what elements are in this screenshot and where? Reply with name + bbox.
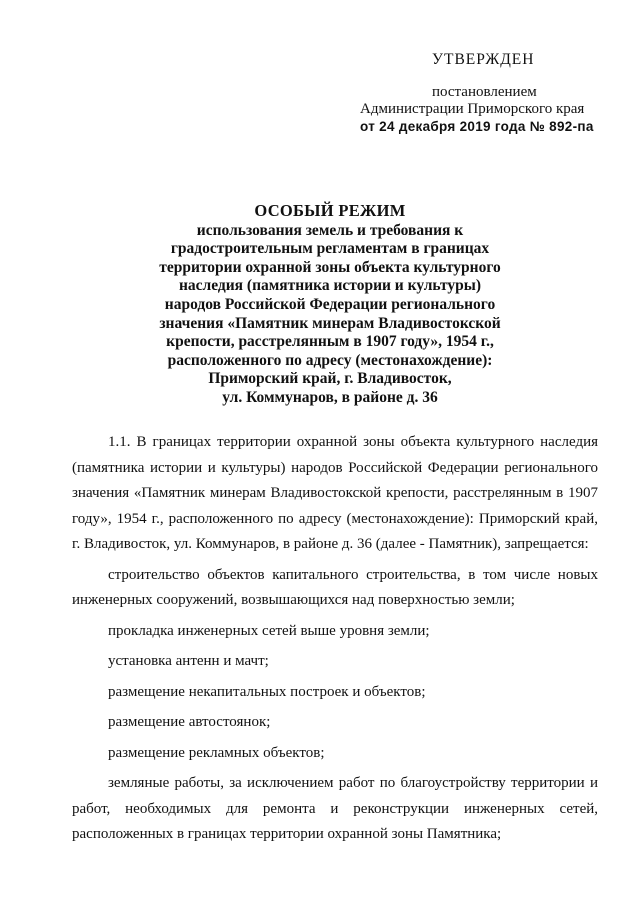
title-main: ОСОБЫЙ РЕЖИМ [254, 201, 406, 220]
prohibition-item: земляные работы, за исключением работ по благоустройству территории и работ, необходимых для ремонта и реконструкции инженерных сетей, расположенных в границах территории охранной зоны Памятника; [72, 775, 598, 842]
title-line: значения «Памятник минерам Владивостокской [159, 314, 501, 332]
title-line: крепости, расстрелянным в 1907 году», 1954 г., [166, 333, 494, 351]
prohibition-item: строительство объектов капитального строительства, в том числе новых инженерных сооружений, возвышающихся над поверхностью земли; [72, 566, 598, 608]
approval-resolution-label: постановлением [432, 84, 537, 100]
title-line: территории охранной зоны объекта культурного [159, 258, 501, 276]
prohibition-item: установка антенн и мачт; [108, 653, 269, 669]
approval-date-number: от 24 декабря 2019 года № 892-па [360, 119, 594, 134]
paragraph-1-1: 1.1. В границах территории охранной зоны объекта культурного наследия (памятника истории и культуры) народов Российской Федерации регионального значения «Памятник минерам Владивостокской крепости, расстрелянным в 1907 году», 1954 г., расположенного по адресу (местонахождение): Приморский край, г. Владивосток, ул. Коммунаров, в районе д. 36 (далее - Памятник), запрещается: [72, 434, 598, 552]
title-line: наследия (памятника истории и культуры) [178, 277, 482, 295]
title-line: ул. Коммунаров, в районе д. 36 [222, 388, 438, 406]
title-line: народов Российской Федерации регионального [164, 295, 496, 313]
title-line: Приморский край, г. Владивосток, [208, 370, 452, 388]
approval-heading: УТВЕРЖДЕН [432, 51, 535, 68]
prohibition-item: размещение рекламных объектов; [108, 744, 325, 761]
document-body [72, 430, 598, 848]
prohibition-item: размещение автостоянок; [108, 714, 271, 730]
title-line: расположенного по адресу (местонахождение): [167, 351, 493, 369]
title-line: использования земель и требования к [196, 221, 464, 239]
approval-authority: Администрации Приморского края [360, 101, 585, 117]
prohibition-item: размещение некапитальных построек и объектов; [108, 683, 426, 700]
prohibition-item: прокладка инженерных сетей выше уровня земли; [108, 622, 430, 639]
title-line: градостроительным регламентам в границах [170, 240, 490, 258]
document-title [110, 202, 550, 408]
